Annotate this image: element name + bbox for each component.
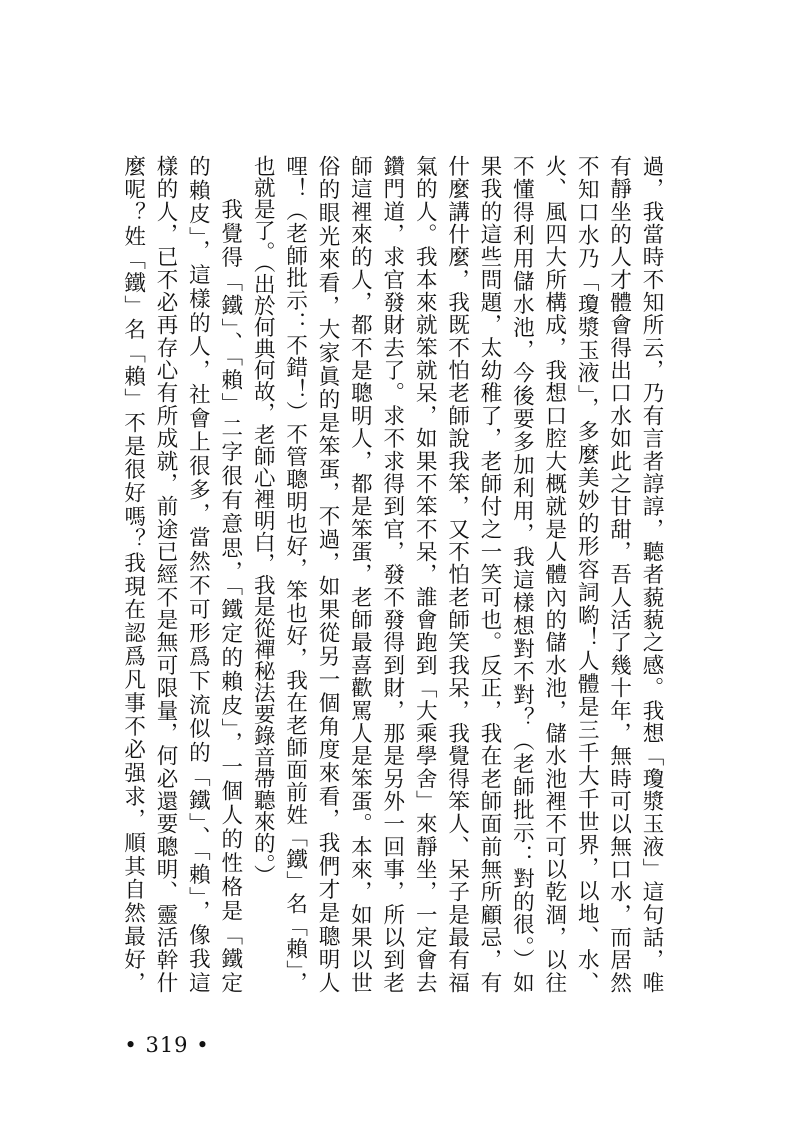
text-column: 樣的人，已不必再存心有所成就，前途已經不是無可限量，何必還要聰明、靈活幹什: [153, 155, 178, 993]
page-number: • 319 •: [124, 1033, 210, 1057]
text-column: 不懂得利用儲水池，今後要多加利用，我這樣想對不對？（老師批示：對的很。）如: [509, 155, 535, 993]
text-column: 哩！（老師批示：不錯！）不管聰明也好，笨也好，我在老師面前姓「鐵」名「賴」，: [282, 155, 308, 993]
text-column: 果我的這些問題，太幼稚了，老師付之一笑可也。反正，我在老師面前無所顧忌，有: [477, 155, 502, 993]
text-column: 過，我當時不知所云，乃有言者諄諄，聽者藐藐之感。我想「瓊漿玉液」這句話，唯: [639, 155, 664, 993]
text-column: 俗的眼光來看，大家眞的是笨蛋，不過，如果從另一個角度來看，我們才是聰明人: [315, 155, 340, 993]
text-column: 不知口水乃「瓊漿玉液」，多麼美妙的形容詞喲！人體是三千大千世界，以地、水、: [574, 155, 600, 993]
text-column-paragraph-end: 也就是了。（出於何典何故，老師心裡明白，我是從禪秘法要錄音帶聽來的。）: [250, 155, 276, 886]
text-column: 火、風四大所構成，我想口腔大概就是人體內的儲水池，儲水池裡不可以乾涸，以往: [541, 155, 567, 993]
text-column: 氣的人。我本來就笨就呆，如果不笨不呆，誰會跑到「大乘學舍」來靜坐，一定會去: [412, 155, 438, 993]
text-column: 的賴皮」，這樣的人，社會上很多，當然不可形爲下流似的「鐵」、「賴」，像我這: [185, 155, 211, 993]
text-column: 麼呢？姓「鐵」名「賴」不是很好嗎？我現在認爲凡事不必强求，順其自然最好，: [120, 155, 146, 993]
text-column: 什麼講什麼，我既不怕老師說我笨，又不怕老師笑我呆，我覺得笨人、呆子是最有福: [444, 155, 470, 993]
text-column: 有靜坐的人才體會得出口水如此之甘甜，吾人活了幾十年，無時可以無口水，而居然: [606, 155, 632, 993]
text-column: 師這裡來的人，都不是聰明人，都是笨蛋，老師最喜歡罵人是笨蛋。本來，如果以世: [347, 155, 373, 993]
text-column: 鑽門道，求官發財去了。求不求得到官，發不發得到財，那是另外一回事，所以到老: [379, 155, 405, 993]
text-column-paragraph-start: 我覺得「鐵」、「賴」二字很有意思，「鐵定的賴皮」，一個人的性格是「鐵定: [217, 198, 243, 993]
